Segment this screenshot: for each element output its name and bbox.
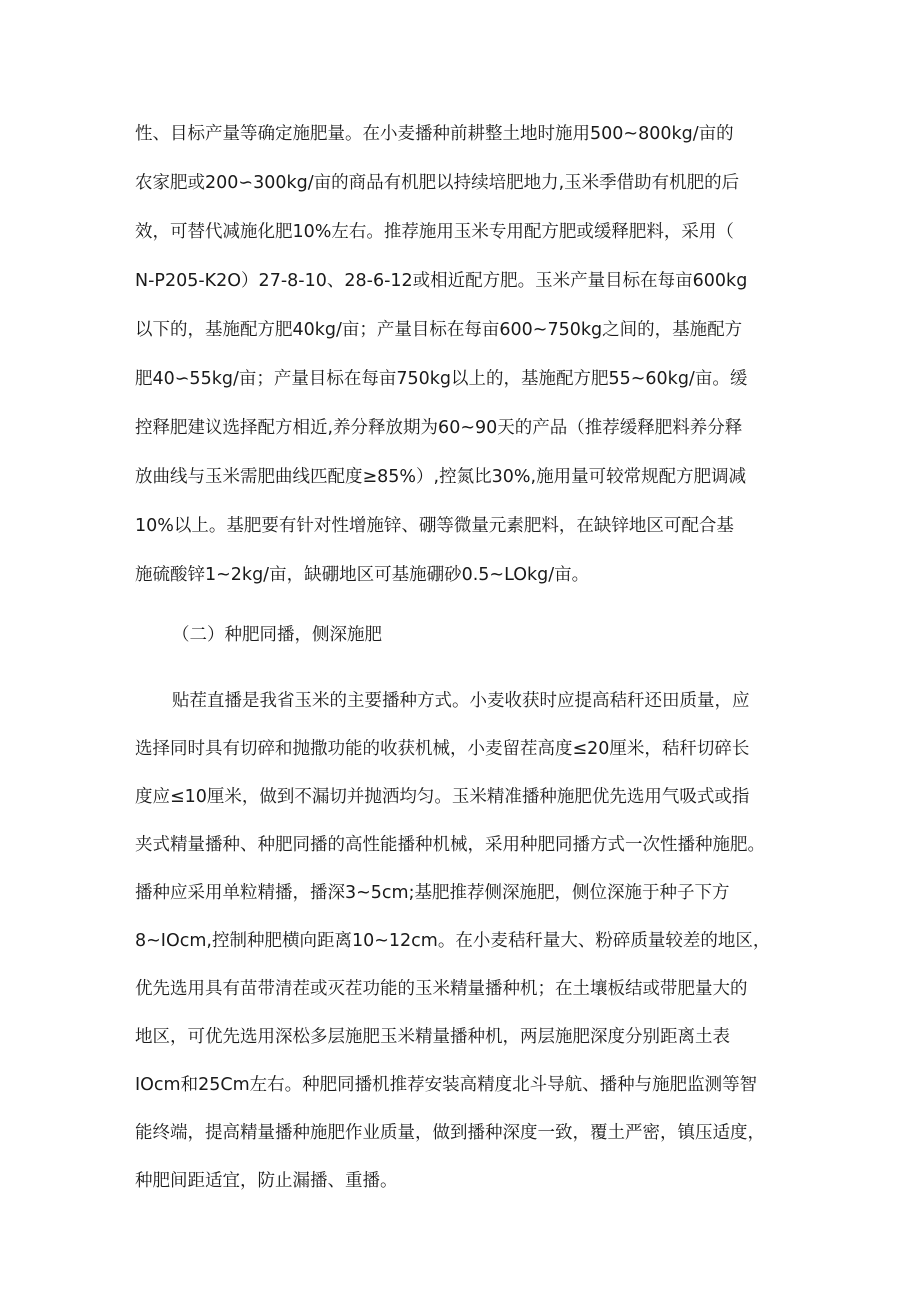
paragraph1-line-1: 性、目标产量等确定施肥量。在小麦播种前耕整土地时施用500~800kg/亩的 (135, 124, 734, 144)
paragraph1-line-9: 10%以上。基肥要有针对性增施锌、硼等微量元素肥料，在缺锌地区可配合基 (135, 516, 734, 536)
paragraph2-line-4: 夹式精量播种、种肥同播的高性能播种机械，采用种肥同播方式一次性播种施肥。 (135, 835, 765, 855)
section-heading: （二）种肥同播，侧深施肥 (172, 625, 382, 645)
paragraph2-line-7: 优先选用具有苗带清茬或灭茬功能的玉米精量播种机；在土壤板结或带肥量大的 (135, 979, 748, 999)
paragraph2-line-6: 8~IOcm,控制种肥横向距离10~12cm。在小麦秸秆量大、粉碎质量较差的地区， (135, 931, 771, 951)
paragraph2-line-3: 度应≤10厘米，做到不漏切并抛洒均匀。玉米精准播种施肥优先选用气吸式或指 (135, 787, 750, 807)
paragraph1-line-5: 以下的，基施配方肥40kg/亩；产量目标在每亩600~750kg之间的，基施配方 (135, 320, 743, 340)
paragraph1-line-3: 效，可替代减施化肥10%左右。推荐施用玉米专用配方肥或缓释肥料，采用（ (135, 222, 734, 242)
paragraph2-line-11: 种肥间距适宜，防止漏播、重播。 (135, 1171, 398, 1191)
paragraph1-line-6: 肥40∽55kg/亩；产量目标在每亩750kg以上的，基施配方肥55~60kg/亩。缓 (135, 369, 748, 389)
paragraph1-line-10: 施硫酸锌1~2kg/亩，缺硼地区可基施硼砂0.5~LOkg/亩。 (135, 565, 590, 585)
paragraph2-line-1: 贴茬直播是我省玉米的主要播种方式。小麦收获时应提高秸秆还田质量，应 (172, 691, 750, 711)
paragraph2-line-2: 选择同时具有切碎和抛撒功能的收获机械，小麦留茬高度≤20厘米，秸秆切碎长 (135, 739, 750, 759)
paragraph1-line-7: 控释肥建议选择配方相近,养分释放期为60~90天的产品（推荐缓释肥料养分释 (135, 418, 743, 438)
paragraph2-line-10: 能终端，提高精量播种施肥作业质量，做到播种深度一致，覆土严密，镇压适度， (135, 1123, 765, 1143)
paragraph1-line-2: 农家肥或200∽300kg/亩的商品有机肥以持续培肥地力,玉米季借助有机肥的后 (135, 173, 740, 193)
paragraph2-line-9: IOcm和25Cm左右。种肥同播机推荐安装高精度北斗导航、播种与施肥监测等智 (135, 1075, 758, 1095)
paragraph2-line-8: 地区，可优先选用深松多层施肥玉米精量播种机，两层施肥深度分别距离土表 (135, 1027, 730, 1047)
paragraph1-line-8: 放曲线与玉米需肥曲线匹配度≥85%）,控氮比30%,施用量可较常规配方肥调减 (135, 467, 747, 487)
paragraph1-line-4: N-P205-K2O）27-8-10、28-6-12或相近配方肥。玉米产量目标在每亩600kg (135, 271, 748, 291)
paragraph2-line-5: 播种应采用单粒精播，播深3~5cm;基肥推荐侧深施肥，侧位深施于种子下方 (135, 883, 730, 903)
